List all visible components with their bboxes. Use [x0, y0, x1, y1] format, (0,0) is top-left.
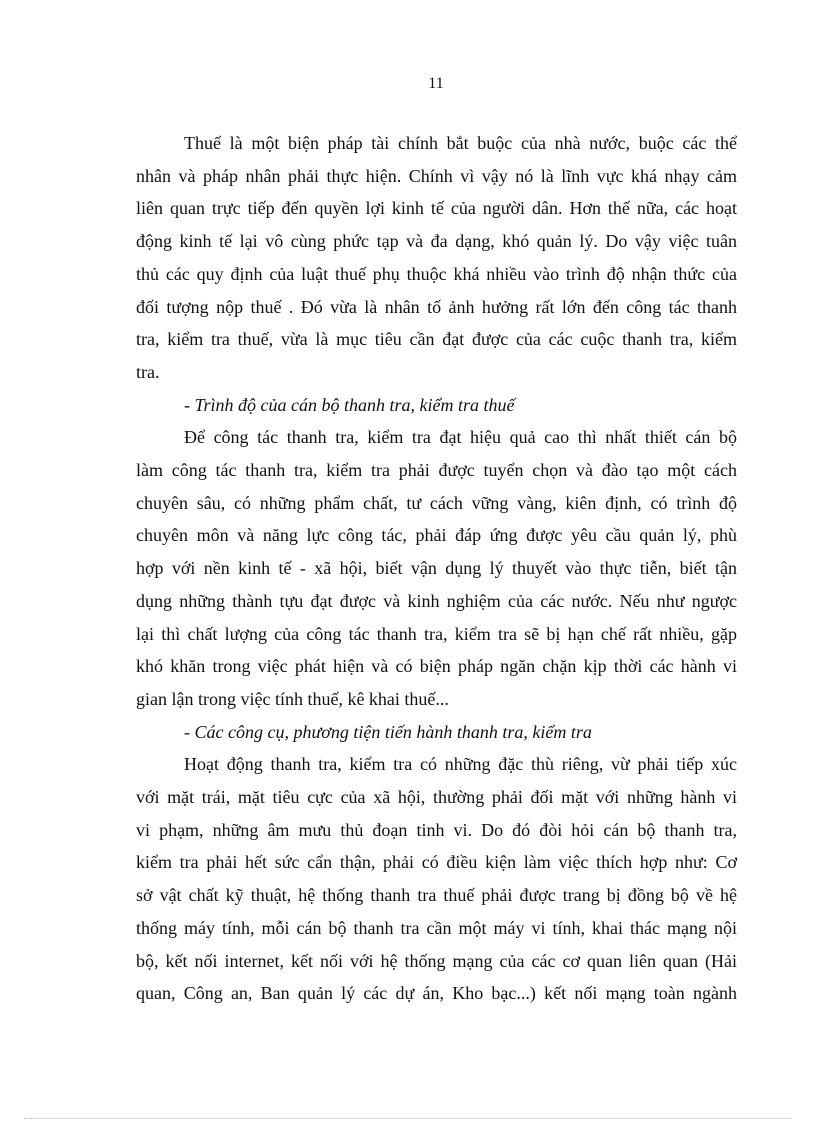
- text-line: gian lận trong việc tính thuế, kê khai thuế...: [136, 688, 449, 709]
- text-line: Để công tác thanh tra, kiểm tra đạt hiệu quả cao thì nhất thiết cán bộ: [184, 427, 737, 448]
- text-line: chuyên sâu, có những phẩm chất, tư cách vững vàng, kiên định, có trình độ: [136, 492, 737, 513]
- section-heading-inspection-tools: - Các công cụ, phương tiện tiến hành thanh tra, kiểm tra: [184, 721, 592, 742]
- paragraph-inspection-conditions: [136, 748, 737, 1010]
- text-line: động kinh tế lại vô cùng phức tạp và đa dạng, khó quản lý. Do vậy việc tuân: [136, 231, 737, 252]
- text-line: với mặt trái, mặt tiêu cực của xã hội, thường phải đối mặt với những hành vi: [136, 787, 737, 808]
- text-line: thống máy tính, mỗi cán bộ thanh tra cần một máy vi tính, khai thác mạng nội: [136, 917, 737, 938]
- text-line: chuyên môn và năng lực công tác, phải đáp ứng được yêu cầu quản lý, phù: [136, 525, 737, 546]
- page-bottom-divider: [24, 1118, 792, 1119]
- text-line: hợp với nền kinh tế - xã hội, biết vận dụng lý thuyết vào thực tiễn, biết tận: [136, 558, 737, 579]
- text-line: Hoạt động thanh tra, kiểm tra có những đặc thù riêng, vừ phải tiếp xúc: [184, 754, 737, 775]
- text-line: đối tượng nộp thuế . Đó vừa là nhân tố ảnh hưởng rất lớn đến công tác thanh: [136, 296, 737, 317]
- text-line: làm công tác thanh tra, kiểm tra phải được tuyển chọn và đào tạo một cách: [136, 460, 737, 481]
- text-line: liên quan trực tiếp đến quyền lợi kinh tế của người dân. Hơn thế nữa, các hoạt: [136, 198, 737, 219]
- document-body: [136, 127, 737, 1010]
- text-line: dụng những thành tựu đạt được và kinh nghiệm của các nước. Nếu như ngược: [136, 590, 737, 611]
- text-line: nhân và pháp nhân phải thực hiện. Chính vì vậy nó là lĩnh vực khá nhạy cảm: [136, 165, 737, 186]
- text-line: lại thì chất lượng của công tác thanh tra, kiểm tra sẽ bị hạn chế rất nhiều, gặp: [136, 623, 737, 644]
- text-line: kiểm tra phải hết sức cẩn thận, phải có điều kiện làm việc thích hợp như: Cơ: [136, 852, 737, 873]
- text-line: tra, kiểm tra thuế, vừa là mục tiêu cần đạt được của các cuộc thanh tra, kiểm: [136, 329, 737, 350]
- paragraph-tax-sensitivity: [136, 127, 737, 389]
- paragraph-inspector-training: [136, 421, 737, 715]
- text-line: vi phạm, những âm mưu thủ đoạn tinh vi. Do đó đòi hỏi cán bộ thanh tra,: [136, 819, 737, 840]
- text-line: bộ, kết nối internet, kết nối với hệ thống mạng của các cơ quan liên quan (Hải: [136, 950, 737, 971]
- text-line: khó khăn trong việc phát hiện và có biện pháp ngăn chặn kịp thời các hành vi: [136, 656, 737, 677]
- page-number: 11: [428, 75, 444, 92]
- section-heading-inspector-qualification: - Trình độ của cán bộ thanh tra, kiểm tra thuế: [184, 394, 515, 415]
- text-line: sở vật chất kỹ thuật, hệ thống thanh tra thuế phải được trang bị đồng bộ về hệ: [136, 885, 737, 906]
- text-line: thủ các quy định của luật thuế phụ thuộc khá nhiều vào trình độ nhận thức của: [136, 263, 737, 284]
- text-line: quan, Công an, Ban quản lý các dự án, Kho bạc...) kết nối mạng toàn ngành: [136, 983, 737, 1004]
- text-line: Thuế là một biện pháp tài chính bắt buộc của nhà nước, buộc các thể: [184, 133, 737, 153]
- text-line: tra.: [136, 361, 160, 382]
